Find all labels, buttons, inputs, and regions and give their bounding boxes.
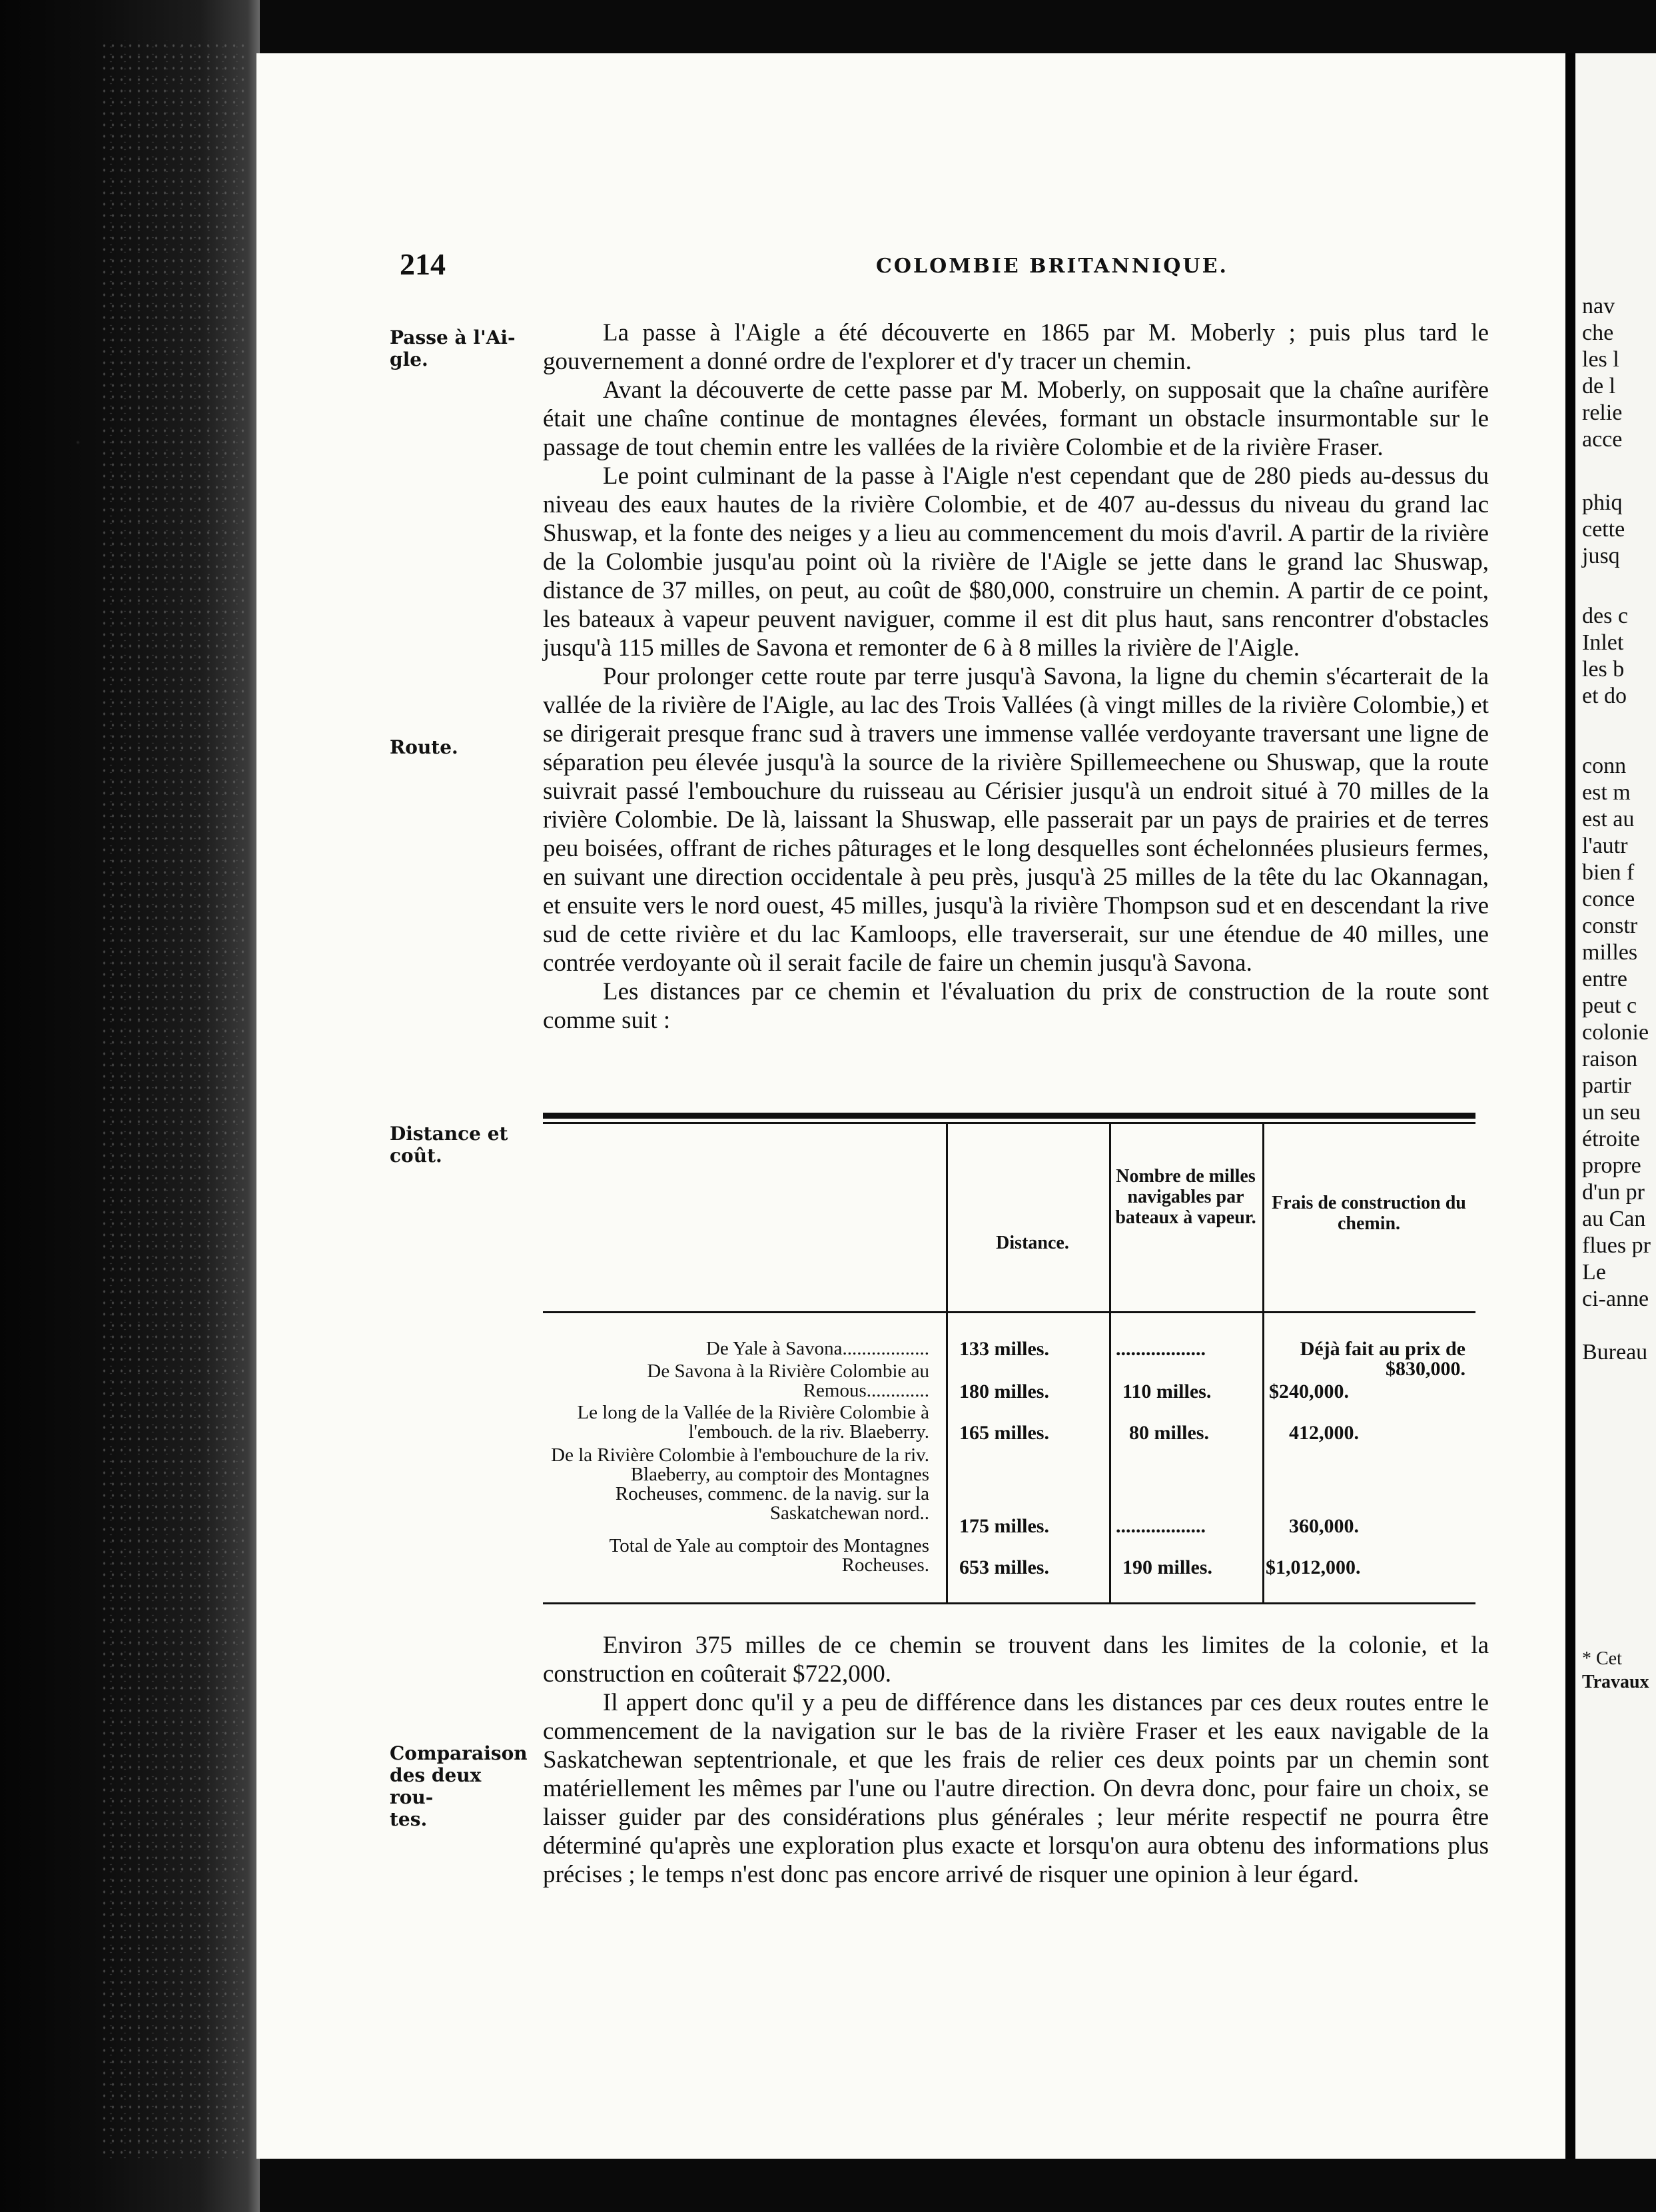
table-cell-distance: 653 milles.	[959, 1556, 1049, 1578]
header-distance: Distance.	[996, 1233, 1069, 1253]
facing-line: étroite	[1582, 1127, 1640, 1151]
facing-line: un seu	[1582, 1100, 1641, 1125]
facing-line: les l	[1582, 347, 1619, 372]
facing-line: des c	[1582, 604, 1628, 628]
table-cell-distance: 180 milles.	[959, 1381, 1049, 1402]
page-gutter	[1565, 53, 1575, 2159]
paragraph: Environ 375 milles de ce chemin se trouvent dans les limites de la colonie, et la construction en coûterait $722,000.	[543, 1632, 1489, 1688]
facing-line: flues pr	[1582, 1233, 1651, 1258]
table-row-label: De la Rivière Colombie à l'embouchure de la riv. Blaeberry, au comptoir des Montagnes Rocheuses, commenc. de la navig. sur la Saskatchewan nord..	[551, 1444, 929, 1524]
facing-line: peut c	[1582, 993, 1637, 1018]
distance-table	[543, 1113, 1475, 1606]
facing-line: acce	[1582, 427, 1623, 452]
table-cell-frais: 360,000.	[1289, 1515, 1359, 1537]
table-cell-navigable: 80 milles.	[1129, 1422, 1209, 1444]
facing-line: conn	[1582, 754, 1627, 778]
facing-line: de l	[1582, 374, 1616, 398]
margin-line: des deux rou-	[390, 1764, 482, 1808]
table-cell-frais: $240,000.	[1269, 1381, 1349, 1402]
facing-line: * Cet	[1582, 1648, 1622, 1669]
table-cell-distance: 165 milles.	[959, 1422, 1049, 1444]
running-head	[256, 247, 1565, 286]
table-cell-navigable: 110 milles.	[1122, 1381, 1212, 1402]
facing-line: ci-anne	[1582, 1287, 1649, 1311]
margin-line: Passe à l'Ai-	[390, 326, 516, 348]
margin-note-route: Route.	[390, 736, 458, 758]
table-top-rule	[543, 1113, 1475, 1119]
table-cell-navigable: ..................	[1116, 1515, 1206, 1537]
table-cell-frais: Déjà fait au prix de $830,000.	[1300, 1338, 1465, 1380]
page-number: 214	[400, 247, 446, 281]
facing-line: raison	[1582, 1047, 1638, 1071]
facing-line: conce	[1582, 887, 1635, 911]
running-title: COLOMBIE BRITANNIQUE.	[876, 255, 1228, 278]
facing-line: Inlet	[1582, 630, 1624, 655]
header-navigable: Nombre de milles navigables par bateaux à vapeur.	[1115, 1166, 1256, 1228]
column-divider	[1262, 1124, 1264, 1602]
facing-line: et do	[1582, 684, 1627, 708]
margin-line: Distance et	[390, 1123, 508, 1145]
facing-line: les b	[1582, 657, 1625, 682]
paragraph: Pour prolonger cette route par terre jusqu'à Savona, la ligne du chemin s'écarterait de la vallée de la rivière de l'Aigle, au lac des Trois Vallées (à vingt milles de la rivière Colombie,) et se dirigerait presque franc sud à travers une immense vallée verdoyante traversant une ligne de séparation peu élevée jusqu'à la source de la rivière Spillemeechene ou Shuswap, que la route suivrait passé l'embouchure du ruisseau au Cérisier jusqu'à un endroit situé à 70 milles de la rivière Colombie. De là, laissant la Shuswap, elle passerait par un pays de prairies et de terres peu boisées, offrant de riches pâturages et le long desquelles sont échelonnées plusieurs fermes, en suivant une direction occidentale à peu près, jusqu'à 25 milles de la tête du lac Okannagan, et ensuite vers le nord ouest, 45 milles, jusqu'à la rivière Thompson sud et en descendant la rive sud de cette rivière et du lac Kamloops, elle traverserait, sur une étendue de 40 milles, une contrée verdoyante où il serait facile de faire un chemin jusqu'à Savona.	[543, 663, 1489, 977]
body-text-upper	[543, 318, 1489, 1035]
facing-line: che	[1582, 320, 1614, 345]
column-divider	[1109, 1124, 1111, 1602]
facing-line: est m	[1582, 780, 1631, 805]
paragraph: Le point culminant de la passe à l'Aigle n'est cependant que de 280 pieds au-dessus du niveau des eaux hautes de la rivière Colombie, et de 407 au-dessus du niveau du grand lac Shuswap, et la fonte des neiges y a lieu au commencement du mois d'avril. A partir de la rivière de la Colombie jusqu'au point où la rivière de l'Aigle se jette dans le grand lac Shuswap, distance de 37 milles, on peut, au coût de $80,000, construire un chemin. A partir de ce point, les bateaux à vapeur peuvent naviguer, comme il est dit plus haut, sans rencontrer d'obstacles jusqu'à 115 milles de Savona et remonter de 6 à 8 milles la rivière de l'Aigle.	[543, 462, 1489, 662]
facing-line: constr	[1582, 913, 1638, 938]
margin-note-distance	[390, 1123, 523, 1167]
table-top-rule-thin	[543, 1122, 1475, 1124]
facing-line: bien f	[1582, 860, 1635, 885]
table-row-label: De Yale à Savona..................	[705, 1338, 929, 1359]
facing-line: colonie	[1582, 1020, 1649, 1045]
table-row-label-total: Total de Yale au comptoir des Montagnes Rocheuses.	[609, 1535, 929, 1576]
table-bottom-rule	[543, 1602, 1475, 1604]
facing-line: entre	[1582, 967, 1627, 991]
table-header-rule	[543, 1311, 1475, 1313]
paragraph: Avant la découverte de cette passe par M. Moberly, on supposait que la chaîne aurifère était une chaîne continue de montagnes élevées, formant un obstacle insurmontable sur le passage de tout chemin entre les vallées de la rivière Colombie et de la rivière Fraser.	[543, 376, 1489, 461]
facing-line: milles	[1582, 940, 1638, 965]
margin-line: coût.	[390, 1145, 442, 1167]
table-cell-distance: 175 milles.	[959, 1515, 1049, 1537]
table-cell-distance: 133 milles.	[959, 1338, 1049, 1360]
header-frais: Frais de construction du chemin.	[1272, 1193, 1466, 1234]
facing-line: propre	[1582, 1153, 1641, 1178]
margin-line: tes.	[390, 1808, 428, 1830]
table-row-label: Le long de la Vallée de la Rivière Colombie à l'embouch. de la riv. Blaeberry.	[577, 1402, 929, 1442]
table-row-label: De Savona à la Rivière Colombie au Remous.............	[647, 1361, 929, 1401]
margin-line: Comparaison	[390, 1742, 528, 1764]
table-cell-frais: 412,000.	[1289, 1422, 1359, 1444]
paragraph: Il appert donc qu'il y a peu de différence dans les distances par ces deux routes entre le commencement de la navigation sur le bas de la rivière Fraser et les eaux navigable de la Saskatchewan septentrionale, et que les frais de relier ces deux points par un chemin sont matériellement les mêmes par l'une ou l'autre direction. On devra donc, pour faire un choix, se laisser guider par des considérations plus générales ; leur mérite respectif ne pourra être déterminé qu'après une exploration plus exacte et lorsqu'on aura obtenu des informations plus précises ; le temps n'est donc pas encore arrivé de risquer une opinion à leur égard.	[543, 1689, 1489, 1888]
facing-line: jusq	[1582, 544, 1620, 568]
facing-line: d'un pr	[1582, 1180, 1645, 1205]
facing-line: phiq	[1582, 490, 1623, 515]
body-text-lower	[543, 1631, 1489, 1889]
table-cell-frais: $1,012,000.	[1266, 1556, 1361, 1578]
table-cell-navigable: 190 milles.	[1122, 1556, 1212, 1578]
table-cell-navigable: ..................	[1116, 1338, 1206, 1360]
facing-line: Bureau	[1582, 1340, 1648, 1365]
margin-line: gle.	[390, 348, 428, 370]
facing-line: relie	[1582, 400, 1623, 425]
facing-line: l'autr	[1582, 833, 1628, 858]
facing-line: Le	[1582, 1260, 1606, 1285]
facing-line: nav	[1582, 294, 1615, 318]
facing-line: au Can	[1582, 1207, 1646, 1231]
facing-line: est au	[1582, 807, 1635, 831]
document-page	[256, 53, 1565, 2159]
margin-note-comparaison	[390, 1742, 528, 1830]
microfilm-speckle	[100, 40, 246, 2159]
margin-note-passe	[390, 326, 523, 370]
facing-page-fragment	[1575, 53, 1656, 2159]
paragraph: Les distances par ce chemin et l'évaluation du prix de construction de la route sont comme suit :	[543, 978, 1489, 1034]
column-divider	[946, 1124, 948, 1602]
paragraph: La passe à l'Aigle a été découverte en 1865 par M. Moberly ; puis plus tard le gouvernement a donné ordre de l'explorer et d'y tracer un chemin.	[543, 319, 1489, 375]
facing-line: Travaux	[1582, 1672, 1649, 1692]
facing-line: cette	[1582, 517, 1625, 542]
facing-line: partir	[1582, 1073, 1631, 1098]
